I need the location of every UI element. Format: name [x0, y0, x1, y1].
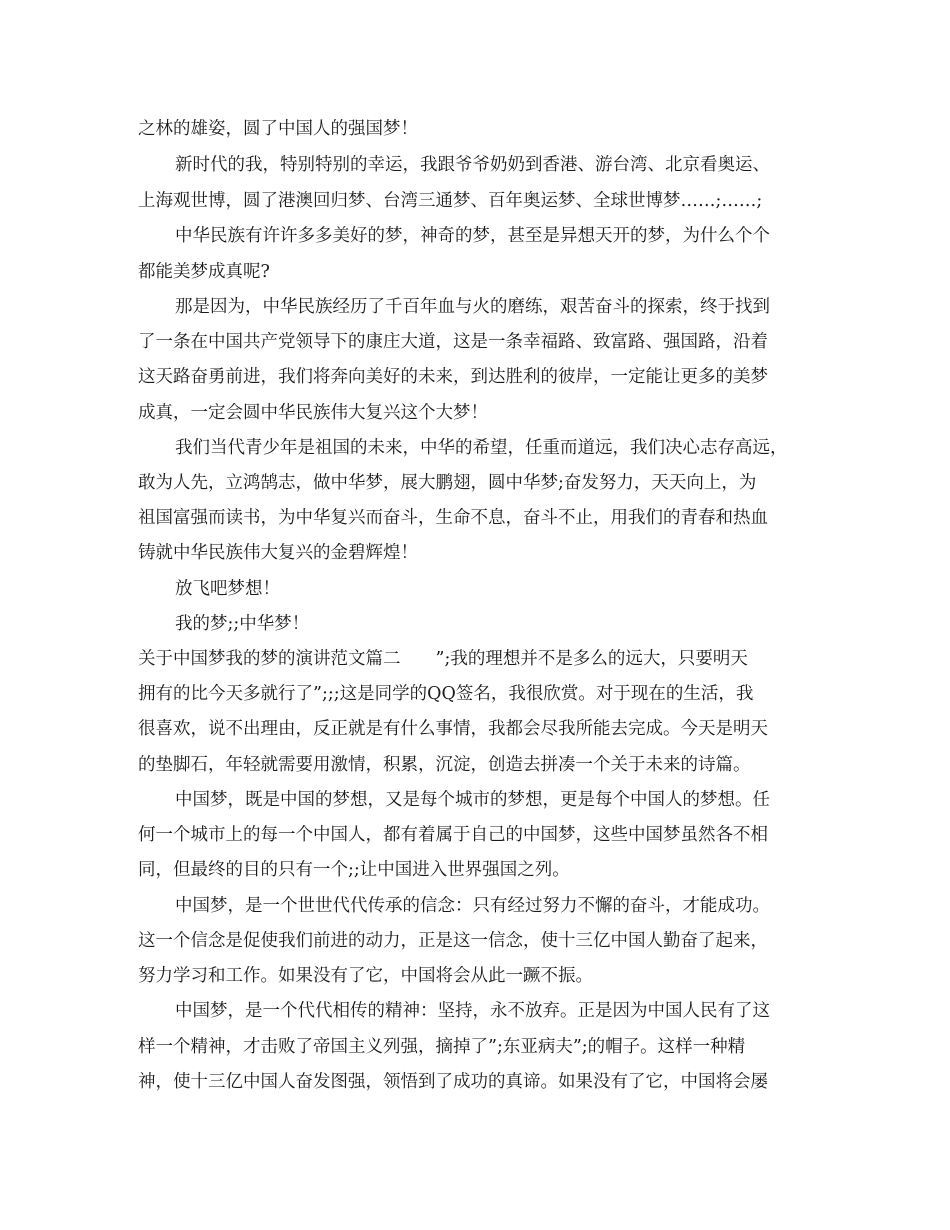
- paragraph-start: 中华民族有许许多多美好的梦，神奇的梦，甚至是异想天开的梦，为什么个个: [175, 226, 770, 246]
- text-line: 铸就中华民族伟大复兴的金碧辉煌！: [138, 543, 418, 563]
- paragraph-start: 中国梦，既是中国的梦想，又是每个城市的梦想，更是每个中国人的梦想。任: [175, 790, 770, 810]
- text-line: 成真，一定会圆中华民族伟大复兴这个大梦！: [138, 403, 488, 423]
- text-line: 这一个信念是促使我们前进的动力，正是这一信念，使十三亿中国人勤奋了起来，: [138, 931, 768, 951]
- text-line: 之林的雄姿，圆了中国人的强国梦！: [138, 119, 418, 139]
- text-line: 样一个精神，才击败了帝国主义列强，摘掉了”;东亚病夫”;的帽子。这样一种精: [138, 1037, 746, 1057]
- text-line: 都能美梦成真呢?: [138, 262, 270, 282]
- text-line: 祖国富强而读书，为中华复兴而奋斗，生命不息，奋斗不止，用我们的青春和热血: [138, 508, 768, 528]
- text-line: 同，但最终的目的只有一个;;让中国进入世界强国之列。: [138, 860, 570, 880]
- text-line: 努力学习和工作。如果没有了它，中国将会从此一蹶不振。: [138, 966, 593, 986]
- text-line: 了一条在中国共产党领导下的康庄大道，这是一条幸福路、致富路、强国路，沿着: [138, 332, 768, 352]
- section-heading-line: 关于中国梦我的梦的演讲范文篇二 ”;我的理想并不是多么的远大，只要明天: [138, 649, 748, 669]
- paragraph-start: 中国梦，是一个代代相传的精神：坚持，永不放弃。正是因为中国人民有了这: [175, 1001, 770, 1021]
- paragraph-start: 那是因为，中华民族经历了千百年血与火的磨练，艰苦奋斗的探索，终于找到: [175, 297, 770, 317]
- text-line: 神，使十三亿中国人奋发图强，领悟到了成功的真谛。如果没有了它，中国将会屡: [138, 1072, 768, 1092]
- paragraph-start: 我们当代青少年是祖国的未来，中华的希望，任重而道远，我们决心志存高远，: [175, 438, 788, 458]
- paragraph-start: 中国梦，是一个世世代代传承的信念：只有经过努力不懈的奋斗，才能成功。: [175, 896, 770, 916]
- text-line: 的垫脚石，年轻就需要用激情，积累，沉淀，创造去拼凑一个关于未来的诗篇。: [138, 755, 751, 775]
- text-line: 这天路奋勇前进，我们将奔向美好的未来，到达胜利的彼岸，一定能让更多的美梦: [138, 367, 768, 387]
- paragraph-start: 我的梦;;中华梦！: [175, 614, 310, 634]
- text-line: 很喜欢，说不出理由，反正就是有什么事情，我都会尽我所能去完成。今天是明天: [138, 719, 768, 739]
- paragraph-start: 放飞吧梦想！: [175, 579, 280, 599]
- paragraph-start: 新时代的我，特别特别的幸运，我跟爷爷奶奶到香港、游台湾、北京看奥运、: [175, 155, 770, 175]
- text-line: 拥有的比今天多就行了”;;;这是同学的QQ签名，我很欣赏。对于现在的生活，我: [138, 684, 754, 704]
- text-line: 上海观世博，圆了港澳回归梦、台湾三通梦、百年奥运梦、全球世博梦……;……;: [138, 191, 763, 211]
- text-line: 敢为人先，立鸿鹄志，做中华梦，展大鹏翅，圆中华梦;奋发努力，天天向上，为: [138, 473, 757, 493]
- text-line: 何一个城市上的每一个中国人，都有着属于自己的中国梦，这些中国梦虽然各不相: [138, 825, 768, 845]
